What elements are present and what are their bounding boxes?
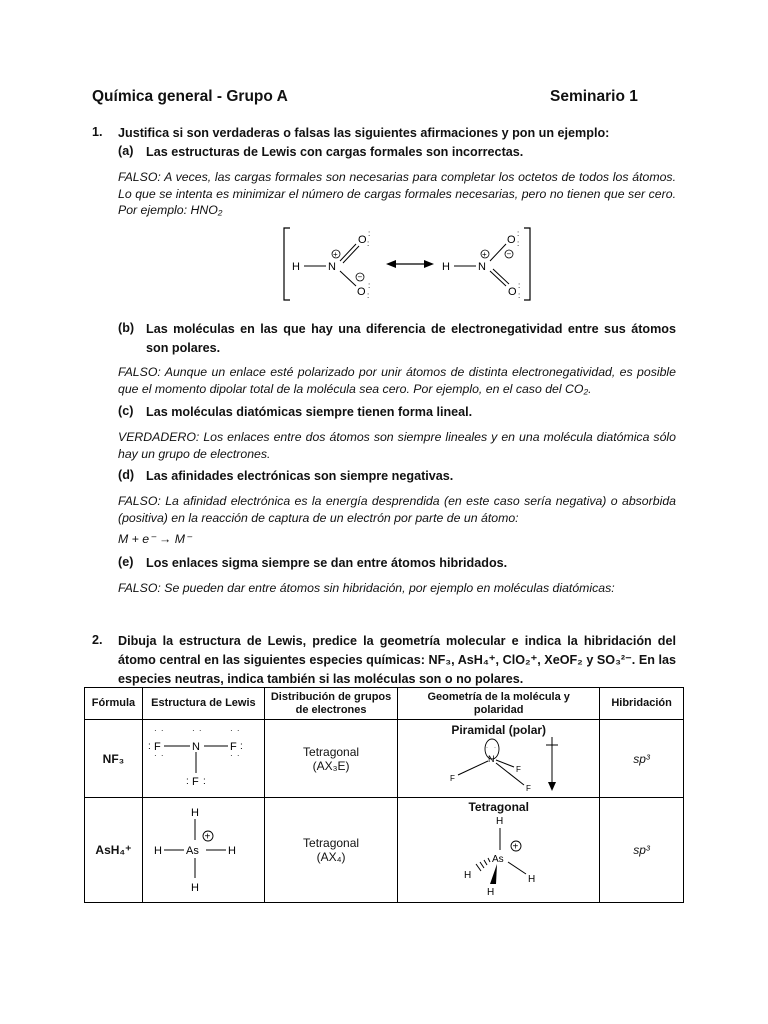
hno2-h-left: H [292,261,300,273]
item-e-letter: (e) [118,555,134,569]
course-title: Química general - Grupo A [92,88,288,105]
nf3-geometry-label: Piramidal (polar) [451,723,547,737]
item-c-statement: Las moléculas diatómicas siempre tienen forma lineal. [146,405,473,419]
svg-text:· ·: · · [192,726,203,735]
ash4-geometry-label: Tetragonal [468,800,529,814]
ash4-lewis-diagram [144,800,262,898]
ash4-h-right: H [228,844,237,857]
item-b-answer: FALSO: Aunque un enlace esté polarizado por unir átomos de distinta electronegatividad, es posible que el momento dipolar total de la molécula sea cero. Por ejemplo, en el caso del CO₂. [118,365,676,396]
svg-text:−: − [357,272,363,282]
svg-text::: : [518,291,521,300]
question-2-number: 2. [92,633,103,647]
svg-text::: : [518,281,521,290]
nf3-geo-n: N [487,754,495,764]
row-ash4-geometry [398,798,600,903]
nf3-f-bottom: F [192,776,200,788]
nf3-n: N [192,741,201,753]
ash4-h-bottom: H [191,881,200,894]
svg-text::: : [367,291,370,300]
hno2-o-bottom-left: O [357,286,366,298]
svg-text::: : [203,776,207,787]
svg-text::: : [368,229,371,238]
item-d-letter: (d) [118,468,135,482]
header-distribution: Distribución de grupos de electrones [264,688,397,720]
ash4-ax-notation: (AX₄) [316,850,346,864]
electron-affinity-equation: M + e⁻ → M⁻ [118,532,192,546]
row-ash4-hybridization: sp³ [600,798,684,903]
hno2-h-right: H [442,261,450,273]
svg-text::: : [240,741,244,752]
question-2-prompt: Dibuja la estructura de Lewis, predice la geometría molecular e indica la hibridación del átomo central en las siguientes especies químicas: NF₃, AsH₄⁺, ClO₂⁺, XeOF₂ y SO₃²⁻. En las especies neutras, indica también si las moléculas son o no polares. [118,634,676,686]
svg-text::: : [368,281,371,290]
nf3-f-right: F [230,741,238,753]
ash4-geo-h-left: H [463,870,471,881]
header-lewis: Estructura de Lewis [142,688,264,720]
hno2-o-top-left: O [358,234,367,246]
row-ash4-formula: AsH₄⁺ [85,798,143,903]
row-nf3-formula: NF₃ [85,720,143,798]
nf3-ax-notation: (AX₃E) [312,758,350,773]
molecules-table [84,687,684,903]
nf3-distribution-type: Tetragonal [303,744,360,759]
question-1-prompt: Justifica si son verdaderas o falsas las siguientes afirmaciones y pon un ejemplo: [118,126,610,140]
svg-text::: : [517,229,520,238]
ash4-distribution-type: Tetragonal [303,836,360,850]
ash4-h-left: H [154,844,163,857]
nf3-geo-f-right: F [515,765,521,774]
svg-text::: : [186,776,190,787]
table-row [85,720,684,798]
nf3-lewis-diagram [144,723,262,791]
ash4-geo-as: As [491,854,504,865]
svg-text:−: − [506,249,512,259]
row-nf3-lewis [142,720,264,798]
svg-text::: : [517,239,520,248]
header-hybridization: Hibridación [600,688,684,720]
svg-text:· ·: · · [154,751,165,760]
nf3-geo-f-left: F [449,774,455,783]
item-e-statement: Los enlaces sigma siempre se dan entre átomos hibridados. [146,556,508,570]
svg-text:· ·: · · [230,751,241,760]
hno2-n-left: N [328,261,336,273]
item-c-letter: (c) [118,404,134,418]
item-d-answer: FALSO: La afinidad electrónica es la energía desprendida (en este caso sería negativa) o absorbida (positiva) en la reacción de captura de un electrón por parte de un átomo: [118,494,676,525]
nf3-f-left: F [154,741,162,753]
ash4-h-top: H [191,806,200,819]
item-b-letter: (b) [118,321,135,335]
header-geometry: Geometría de la molécula y polaridad [398,688,600,720]
row-ash4-distribution [264,798,397,903]
svg-text:·: · [493,745,496,751]
item-b-statement: Las moléculas en las que hay una diferencia de electronegatividad entre sus átomos son polares. [146,322,676,355]
hno2-resonance-structure [280,224,536,304]
item-d-statement: Las afinidades electrónicas son siempre negativas. [146,469,454,483]
svg-text:·: · [485,745,488,751]
nf3-geometry-diagram [404,737,594,793]
svg-text:+: + [204,831,211,842]
svg-text:+: + [333,250,338,259]
ash4-geometry-diagram [404,814,594,898]
ash4-geo-h-top: H [495,816,503,827]
row-nf3-geometry [398,720,600,798]
table-header-row [85,688,684,720]
hno2-n-right: N [478,261,486,273]
svg-text:· ·: · · [230,726,241,735]
svg-text:+: + [482,250,487,259]
item-c-answer: VERDADERO: Los enlaces entre dos átomos son siempre lineales y en una molécula diatómica sólo hay un grupo de electrones. [118,430,676,461]
ash4-geo-h-bottom: H [486,887,494,898]
question-1-number: 1. [92,125,103,139]
ash4-geo-h-right: H [527,874,535,885]
hno2-o-top-right: O [507,234,516,246]
item-a-letter: (a) [118,144,134,158]
table-row [85,798,684,903]
item-e-answer: FALSO: Se pueden dar entre átomos sin hibridación, por ejemplo en moléculas diatómicas: [118,581,615,595]
ash4-as: As [186,844,200,857]
item-a-answer: FALSO: A veces, las cargas formales son necesarias para completar los octetos de todos los átomos. Lo que se intenta es minimizar el número de cargas formales necesarias, pero no tienen que ser cero. Por ejemplo: HNO₂ [118,170,676,217]
item-a-statement: Las estructuras de Lewis con cargas formales son incorrectas. [146,145,524,159]
svg-text::: : [367,239,370,248]
row-nf3-hybridization: sp³ [600,720,684,798]
svg-text:· ·: · · [154,726,165,735]
svg-text::: : [148,741,152,752]
hno2-o-bottom-right: O [508,286,517,298]
row-nf3-distribution [264,720,397,798]
row-ash4-lewis [142,798,264,903]
seminar-label: Seminario 1 [550,88,638,105]
nf3-geo-f-bottom: F [525,784,531,793]
svg-text:+: + [512,841,519,853]
header-formula: Fórmula [85,688,143,720]
